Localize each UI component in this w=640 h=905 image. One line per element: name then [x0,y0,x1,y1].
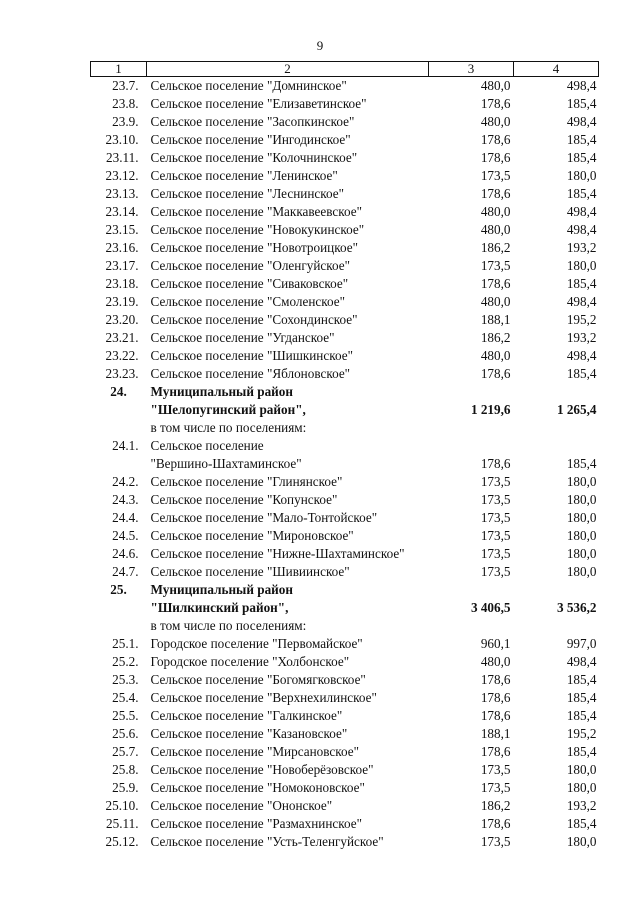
district-name [147,581,429,617]
value-col4: 180,0 [566,474,597,489]
district-number: 24. [110,384,127,399]
empty-cell [91,419,147,437]
table-row [91,689,599,707]
district-total-col3: 1 219,6 [470,402,511,417]
value-col4: 185,4 [566,186,597,201]
table-row [91,131,599,149]
value-col3: 186,2 [480,330,511,345]
settlement-name: Сельское поселение "Ононское" [150,798,333,813]
settlement-name-line2: "Вершино-Шахтаминское" [150,456,302,471]
value-col3: 178,6 [480,96,511,111]
row-number: 23.23. [105,366,139,381]
value-col3: 173,5 [480,492,511,507]
row-number: 25.1. [112,636,139,651]
settlement-name: Сельское поселение "Шишкинское" [150,348,353,363]
value-col4: 195,2 [566,312,597,327]
column-header: 3 [429,62,514,77]
table-row [91,797,599,815]
value-col4: 185,4 [566,672,597,687]
value-col4: 193,2 [566,240,597,255]
value-col4: 185,4 [566,456,597,471]
value-col3: 173,5 [480,474,511,489]
table-row [91,509,599,527]
value-col4: 185,4 [566,744,597,759]
row-number: 24.6. [112,546,139,561]
row-number: 25.9. [112,780,139,795]
empty-cell [429,419,514,437]
row-number: 23.14. [105,204,139,219]
table-row [91,761,599,779]
district-name-line2: "Шелопугинский район", [150,402,306,417]
settlement-name: Сельское поселение "Оленгуйское" [150,258,350,273]
table-row [91,725,599,743]
row-number: 25.11. [106,816,139,831]
row-number: 23.20. [105,312,139,327]
row-number: 23.18. [105,276,139,291]
settlement-name: Сельское поселение "Номоконовское" [150,780,365,795]
value-col4: 193,2 [566,798,597,813]
value-col4: 185,4 [566,366,597,381]
value-col4: 180,0 [566,834,597,849]
value-col3: 960,1 [480,636,511,651]
settlement-name: Сельское поселение "Верхнехилинское" [150,690,377,705]
value-col4: 180,0 [566,780,597,795]
row-number: 25.8. [112,762,139,777]
settlement-name: Сельское поселение "Засопкинское" [150,114,355,129]
table-row [91,77,599,96]
value-col3: 173,5 [480,528,511,543]
empty-cell [429,617,514,635]
table-row [91,257,599,275]
table-row [91,779,599,797]
settlement-name: Сельское поселение "Мироновское" [150,528,354,543]
settlement-name: Сельское поселение "Смоленское" [150,294,345,309]
settlement-name: Сельское поселение "Богомягковское" [150,672,366,687]
value-col3: 178,6 [480,816,511,831]
row-number: 25.4. [112,690,139,705]
empty-cell [91,617,147,635]
settlement-name: Сельское поселение "Размахнинское" [150,816,362,831]
settlement-name: Городское поселение "Первомайское" [150,636,363,651]
row-number: 23.13. [105,186,139,201]
settlement-name: Сельское поселение "Яблоновское" [150,366,351,381]
settlement-name: Сельское поселение "Маккавеевское" [150,204,362,219]
value-col4: 185,4 [566,690,597,705]
table-row [91,95,599,113]
table-row [91,239,599,257]
subheading-row [91,419,599,437]
district-name-line1: Муниципальный район [150,582,293,597]
settlement-name: Сельское поселение "Усть-Теленгуйское" [150,834,384,849]
row-number: 25.5. [112,708,139,723]
value-col4: 498,4 [566,222,597,237]
value-col3: 178,6 [480,744,511,759]
settlement-name: Сельское поселение "Колочнинское" [150,150,358,165]
settlement-name: Сельское поселение "Ленинское" [150,168,338,183]
table-row [91,365,599,383]
value-col4: 498,4 [566,204,597,219]
table-row [91,527,599,545]
value-col3: 186,2 [480,240,511,255]
value-col3: 188,1 [480,726,511,741]
column-header: 1 [91,62,147,77]
value-col3: 173,5 [480,834,511,849]
value-col3: 173,5 [480,546,511,561]
row-number: 24.3. [112,492,139,507]
value-col4: 498,4 [566,654,597,669]
table-row [91,653,599,671]
value-col4: 185,4 [566,816,597,831]
row-number: 25.6. [112,726,139,741]
value-col4: 498,4 [566,348,597,363]
settlement-name: Сельское поселение "Сохондинское" [150,312,358,327]
value-col4: 498,4 [566,114,597,129]
value-col4: 185,4 [566,276,597,291]
row-number: 25.10. [105,798,139,813]
value-col3: 480,0 [480,654,511,669]
row-number: 23.19. [105,294,139,309]
table-row [91,491,599,509]
settlement-name: Сельское поселение "Ингодинское" [150,132,351,147]
table-row [91,185,599,203]
empty-cell [514,617,599,635]
settlement-name: Сельское поселение "Новокукинское" [150,222,365,237]
settlement-name: Сельское поселение "Нижне-Шахтаминское" [150,546,405,561]
allocation-table [90,61,599,851]
settlement-name: Сельское поселение "Сиваковское" [150,276,349,291]
value-col4: 180,0 [566,168,597,183]
table-row [91,563,599,581]
value-col4: 185,4 [566,132,597,147]
settlement-name: Сельское поселение "Мирсановское" [150,744,359,759]
settlement-name [147,437,429,473]
value-col3: 178,6 [480,708,511,723]
table-row [91,707,599,725]
row-number: 23.17. [105,258,139,273]
value-col4: 185,4 [566,708,597,723]
table-header-row [91,62,599,77]
row-number: 24.7. [112,564,139,579]
table-row [91,671,599,689]
table-row [91,545,599,563]
value-col4: 193,2 [566,330,597,345]
settlement-name: Сельское поселение "Копунское" [150,492,338,507]
row-number: 25.3. [112,672,139,687]
value-col4: 180,0 [566,258,597,273]
table-row [91,149,599,167]
settlement-name: Сельское поселение "Глинянское" [150,474,343,489]
table-row [91,815,599,833]
table-row [91,275,599,293]
settlement-name: Сельское поселение "Галкинское" [150,708,343,723]
value-col3: 173,5 [480,258,511,273]
settlement-name: Сельское поселение "Мало-Тонтойское" [150,510,378,525]
value-col3: 480,0 [480,222,511,237]
value-col4: 185,4 [566,150,597,165]
empty-cell [514,419,599,437]
value-col3: 173,5 [480,564,511,579]
value-col4: 180,0 [566,528,597,543]
settlement-name: Сельское поселение "Домнинское" [150,78,347,93]
value-col3: 178,6 [480,672,511,687]
column-header: 2 [147,62,429,77]
row-number: 23.9. [112,114,139,129]
settlement-name: Сельское поселение "Угданское" [150,330,335,345]
district-total-col4: 3 536,2 [556,600,597,615]
table-row [91,167,599,185]
table-row [91,635,599,653]
value-col4: 180,0 [566,762,597,777]
column-header: 4 [514,62,599,77]
value-col4: 498,4 [566,294,597,309]
row-number: 24.2. [112,474,139,489]
value-col3: 480,0 [480,204,511,219]
row-number: 23.15. [105,222,139,237]
row-number: 23.10. [105,132,139,147]
settlement-name: Сельское поселение "Новоберёзовское" [150,762,374,777]
district-number: 25. [110,582,127,597]
value-col3: 188,1 [480,312,511,327]
row-number: 25.2. [112,654,139,669]
value-col3: 178,6 [480,186,511,201]
table-row [91,203,599,221]
subheading-text: в том числе по поселениям: [150,420,307,435]
table-row [91,437,599,473]
value-col3: 480,0 [480,294,511,309]
district-name-line1: Муниципальный район [150,384,293,399]
value-col3: 480,0 [480,78,511,93]
value-col3: 186,2 [480,798,511,813]
value-col4: 185,4 [566,96,597,111]
value-col3: 178,6 [480,366,511,381]
value-col4: 180,0 [566,546,597,561]
district-total-col3: 3 406,5 [470,600,511,615]
value-col3: 173,5 [480,780,511,795]
district-name [147,383,429,419]
row-number: 23.22. [105,348,139,363]
subheading-text: в том числе по поселениям: [150,618,307,633]
value-col3: 173,5 [480,762,511,777]
row-number: 23.7. [112,78,139,93]
table-row [91,293,599,311]
row-number: 23.21. [105,330,139,345]
settlement-name: Сельское поселение "Казановское" [150,726,348,741]
table-row [91,743,599,761]
settlement-name: Сельское поселение "Шивиинское" [150,564,350,579]
value-col4: 498,4 [566,78,597,93]
district-row [91,581,599,617]
page-number: 9 [316,38,324,53]
value-col3: 178,6 [480,690,511,705]
value-col4: 180,0 [566,510,597,525]
settlement-name: Сельское поселение "Елизаветинское" [150,96,367,111]
row-number: 25.7. [112,744,139,759]
row-number: 23.12. [105,168,139,183]
value-col3: 173,5 [480,510,511,525]
table-row [91,329,599,347]
value-col4: 180,0 [566,492,597,507]
value-col3: 178,6 [480,150,511,165]
table-row [91,473,599,491]
table-row [91,113,599,131]
value-col3: 178,6 [480,276,511,291]
settlement-name: Сельское поселение "Новотроицкое" [150,240,358,255]
value-col3: 480,0 [480,114,511,129]
table-row [91,311,599,329]
value-col3: 178,6 [480,132,511,147]
settlement-name: Сельское поселение "Леснинское" [150,186,344,201]
row-number: 24.1. [112,438,139,453]
settlement-name-line1: Сельское поселение [150,438,264,453]
table-row [91,347,599,365]
subheading-row [91,617,599,635]
settlement-name: Городское поселение "Холбонское" [150,654,350,669]
value-col3: 480,0 [480,348,511,363]
district-total-col4: 1 265,4 [556,402,597,417]
district-row [91,383,599,419]
value-col3: 173,5 [480,168,511,183]
row-number: 25.12. [105,834,139,849]
row-number: 24.5. [112,528,139,543]
value-col4: 195,2 [566,726,597,741]
row-number: 23.8. [112,96,139,111]
value-col4: 997,0 [566,636,597,651]
row-number: 24.4. [112,510,139,525]
row-number: 23.11. [106,150,139,165]
value-col4: 180,0 [566,564,597,579]
value-col3: 178,6 [480,456,511,471]
district-name-line2: "Шилкинский район", [150,600,289,615]
table-row [91,221,599,239]
table-row [91,833,599,851]
row-number: 23.16. [105,240,139,255]
